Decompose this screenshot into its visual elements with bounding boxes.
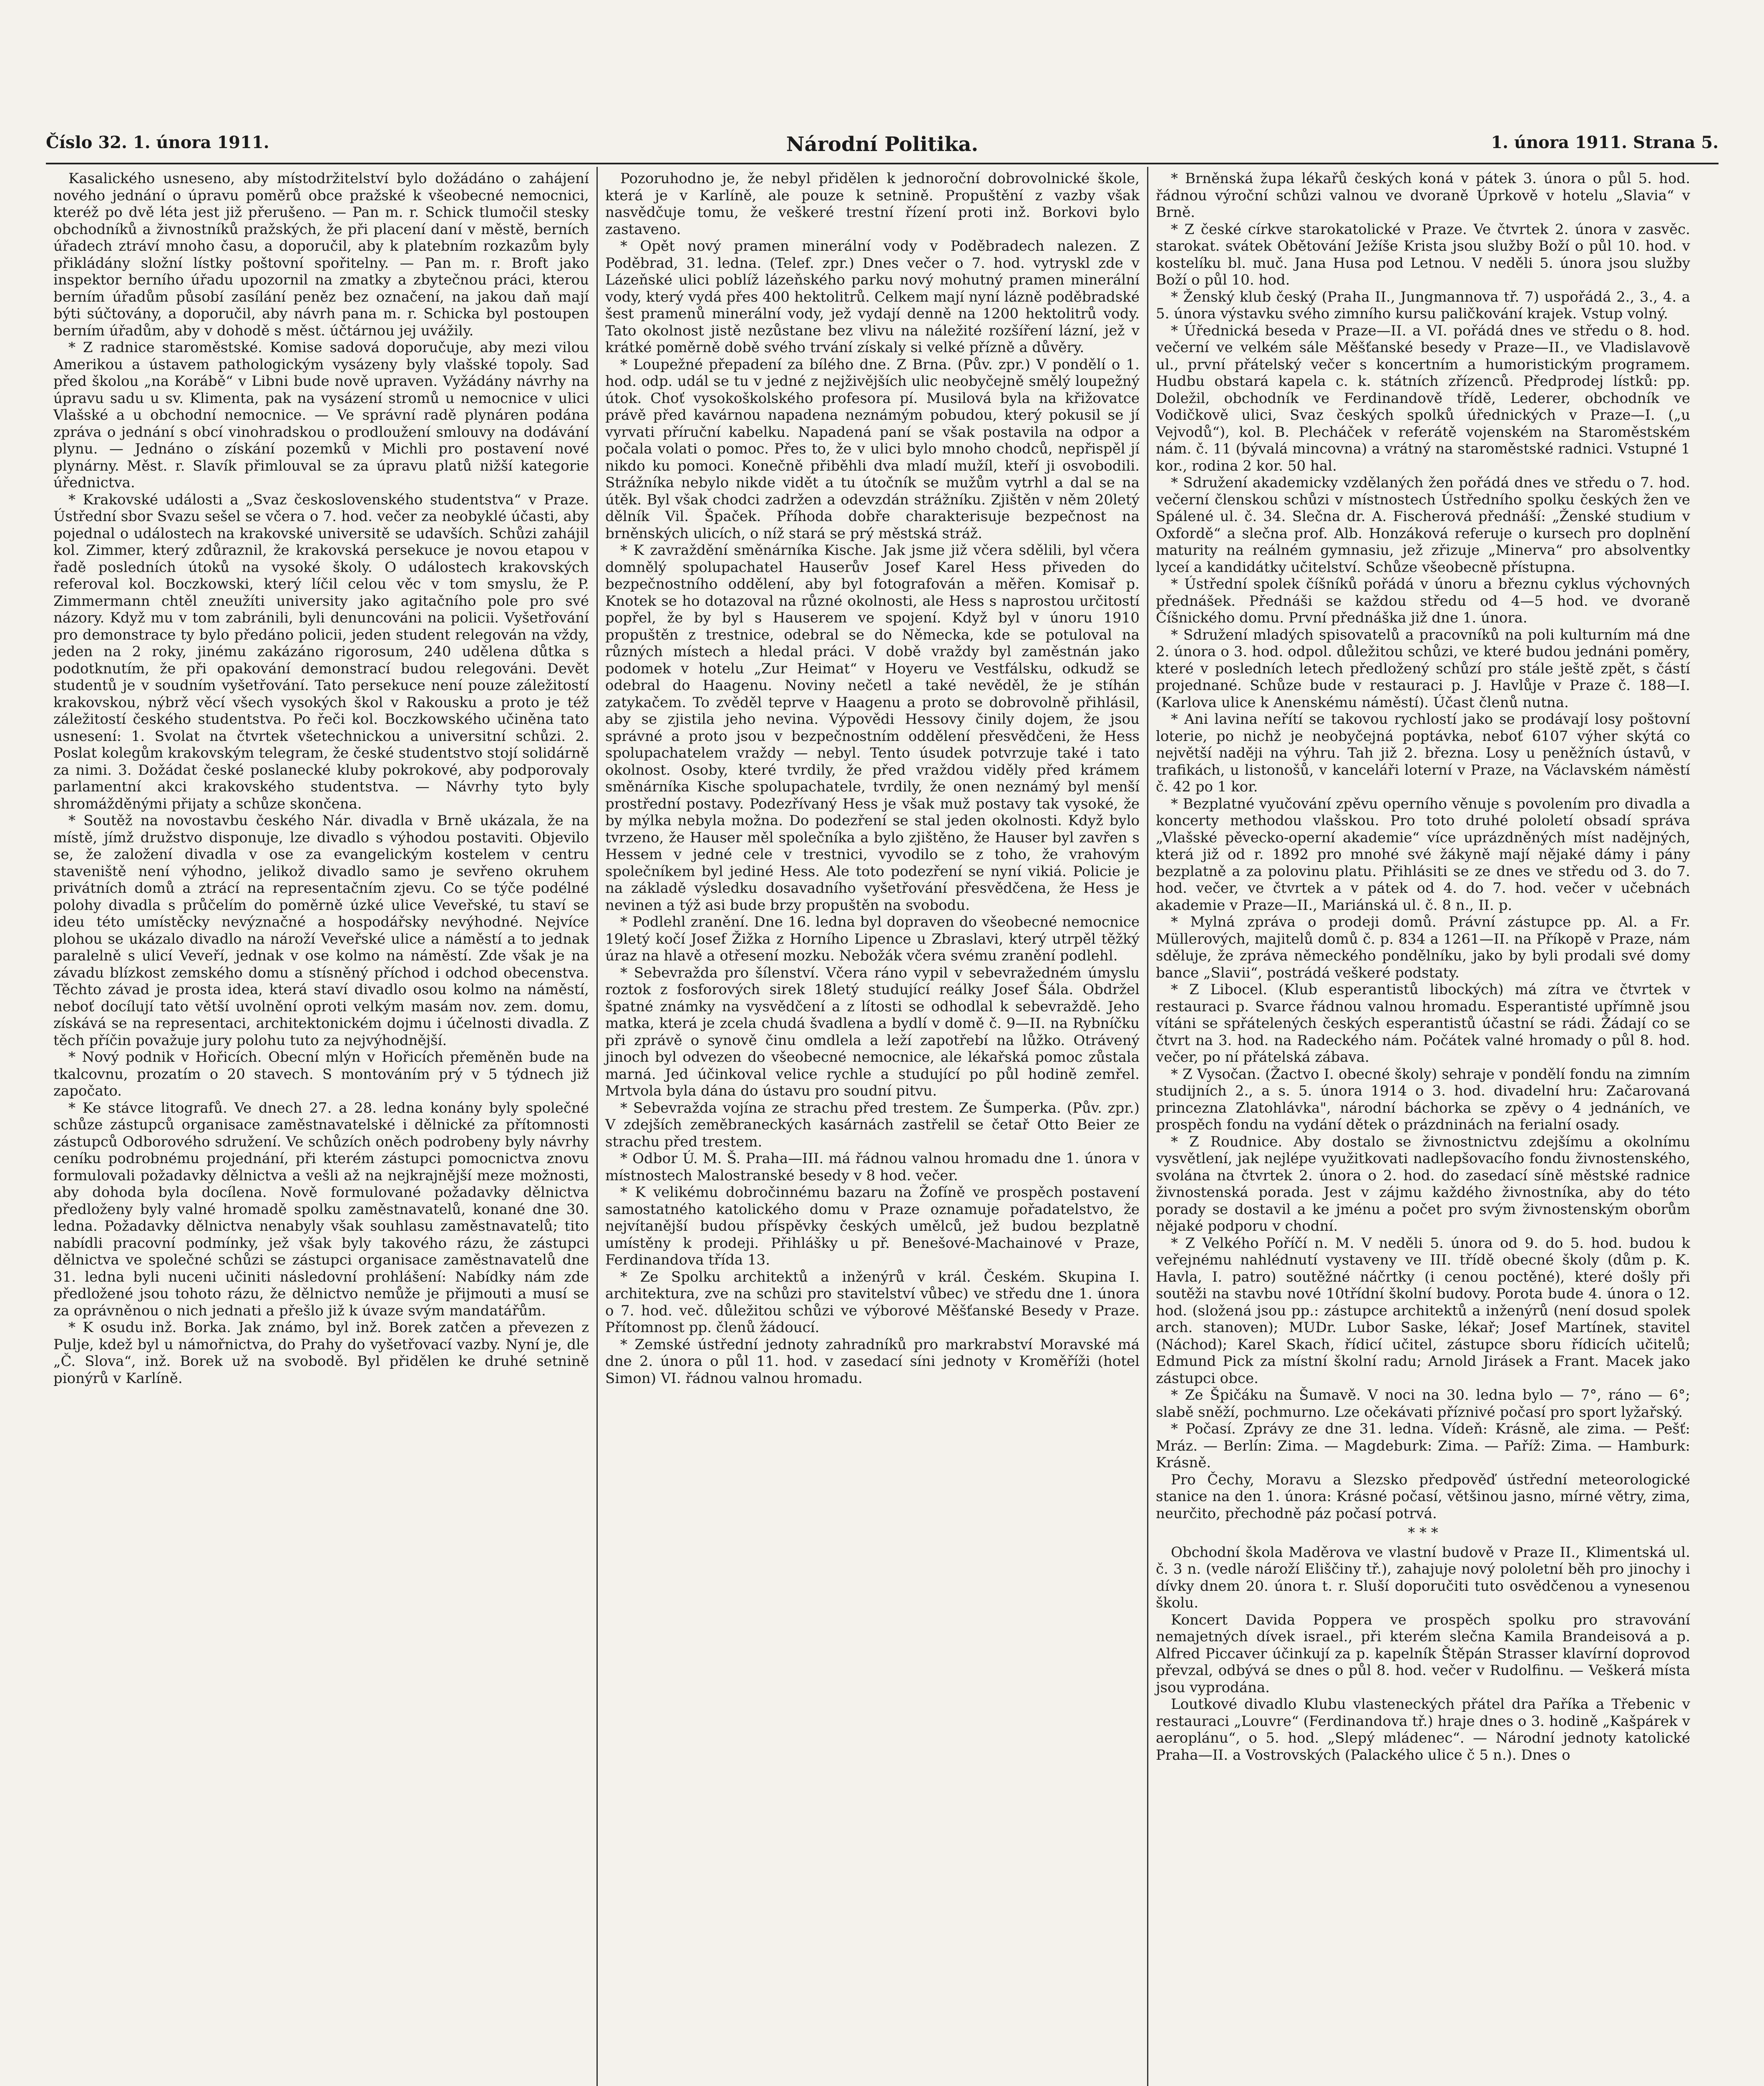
article-paragraph: Pozoruhodno je, že nebyl přidělen k jednoroční dobrovolnické škole, která je v Karlíně, ale pouze k setnině. Propuštění z vazby však nasvědčuje tomu, že veškeré trestní řízení proti inž. Borkovi bylo zastaveno. [605, 170, 1140, 238]
article-paragraph: * Z české církve starokatolické v Praze. Ve čtvrtek 2. února v zasvěc. starokat. svátek Obětování Ježíše Krista jsou služby Boží o půl 10. hod. v kostelíku bl. muč. Jana Husa pod Letnou. V neděli 5. února jsou služby Boží o půl 10. hod. [1156, 221, 1690, 288]
article-paragraph: * Brněnská župa lékařů českých koná v pátek 3. února o půl 5. hod. řádnou výroční schůzi valnou ve dvoraně Úprkově v hotelu „Slavia“ v Brně. [1156, 170, 1690, 221]
page-date-number: 1. února 1911. Strana 5. [1491, 133, 1719, 152]
article-paragraph: * Ze Špičáku na Šumavě. V noci na 30. ledna bylo — 7°, ráno — 6°; slabě sněží, pochmurno. Lze očekávati příznivé počasí pro sport lyžařský. [1156, 1387, 1690, 1421]
article-paragraph: Pro Čechy, Moravu a Slezsko předpověď ústřední meteorologické stanice na den 1. února: Krásné počasí, většinou jasno, mírné větry, zima, neurčito, přechodně páz počasí potrvá. [1156, 1471, 1690, 1522]
article-paragraph: * Sdružení akademicky vzdělaných žen pořádá dnes ve středu o 7. hod. večerní členskou schůzi v místnostech Ústředního spolku českých žen ve Spálené ul. č. 34. Slečna dr. A. Fischerová přednáší: „Ženské studium v Oxfordě“ a slečna prof. Alb. Honzáková referuje o kursech pro doplnění maturity na reálném gymnasiu, jež zřizuje „Minerva“ pro absolventky lyceí a kandidátky učitelství. Schůze všeobecně přístupna. [1156, 474, 1690, 576]
article-paragraph: * Ze Spolku architektů a inženýrů v král. Českém. Skupina I. architektura, zve na schůzi pro stavitelství vůbec) ve středu dne 1. února o 7. hod. več. důležitou schůzi ve výborové Měšťanské Besedy v Praze. Přítomnost pp. členů žádoucí. [605, 1268, 1140, 1336]
article-paragraph: * K velikému dobročinnému bazaru na Žofíně ve prospěch postavení samostatného katolického domu v Praze oznamuje pořadatelstvo, že nejvítanější budou příspěvky českých umělců, jež budou bezplatně umístěny k prodeji. Přihlášky u př. Benešové-Machainové v Praze, Ferdinandova třída 13. [605, 1184, 1140, 1268]
article-paragraph: * Sebevražda pro šílenství. Včera ráno vypil v sebevražedném úmyslu roztok z fosforových sirek 18letý studující reálky Josef Šála. Obdržel špatné známky na vysvědčení a z lítosti se odhodlal k sebevraždě. Jeho matka, která je zcela chudá švadlena a bydlí v domě č. 9—II. na Rybníčku při zprávě o synově činu omdlela a leží zapotřebí na lůžko. Otrávený jinoch byl odvezen do všeobecné nemocnice, ale lékařská pomoc zůstala marná. Jed účinkoval velice rychle a studující po půl hodině zemřel. Mrtvola byla dána do ústavu pro soudní pitvu. [605, 964, 1140, 1099]
article-paragraph: * Z Velkého Poříčí n. M. V neděli 5. února od 9. do 5. hod. budou k veřejnému nahlédnutí vystaveny ve III. třídě obecné školy (dům p. K. Havla, I. patro) soutěžné náčrtky (i cenou poctěné), které došly při soutěži na stavbu nové 10třídní školní budovy. Porota bude 4. února o 12. hod. (složená jsou pp.: zástupce architektů a inženýrů (není dosud spolek arch. stanoven); MUDr. Lubor Saske, lékař; Josef Martínek, stavitel (Náchod); Karel Skach, řídicí učitel, zástupce sboru řídicích učitelů; Edmund Pick za místní školní radu; Arnold Jirásek a Frant. Macek jako zástupci obce. [1156, 1234, 1690, 1387]
article-paragraph: * Zemské ústřední jednoty zahradníků pro markrabství Moravské má dne 2. února o půl 11. hod. v zasedací síni jednoty v Kroměříži (hotel Simon) VI. řádnou valnou hromadu. [605, 1336, 1140, 1387]
article-paragraph: * K osudu inž. Borka. Jak známo, byl inž. Borek zatčen a převezen z Pulje, kdež byl u námořnictva, do Prahy do vyšetřovací vazby. Nyní je, dle „Č. Slova“, inž. Borek už na svobodě. Byl přidělen ke druhé setnině pionýrů v Karlíně. [53, 1319, 589, 1387]
masthead [46, 125, 1719, 164]
issue-number-date: Číslo 32. 1. února 1911. [46, 133, 269, 152]
newspaper-page [46, 125, 1719, 2086]
article-paragraph: * Nový podnik v Hořicích. Obecní mlýn v Hořicích přeměněn bude na tkalcovnu, prozatím o 20 stavech. S montováním prý v 5 týdnech již započato. [53, 1049, 589, 1099]
article-paragraph: * Bezplatné vyučování zpěvu operního věnuje s povolením pro divadla a koncerty methodou vlašskou. Pro toto druhé pololetí obsadí správa „Vlašské pěvecko-operní akademie“ více uprázdněných míst nadějných, která již od r. 1892 pro mnohé své žákyně mají nějaké dámy i pány bezplatně a za polovinu platu. Přihlásiti se ze dnes ve středu od 3. do 7. hod. večer, ve čtvrtek a v pátek od 4. do 7. hod. večer v učebnách akademie v Praze—II., Mariánská ul. č. 8 n., II. p. [1156, 795, 1690, 914]
article-paragraph: Loutkové divadlo Klubu vlasteneckých přátel dra Paříka a Třebenic v restauraci „Louvre“ (Ferdinandova tř.) hraje dnes o 3. hodině „Kašpárek v aeroplánu“, o 5. hod. „Slepý mládenec“. — Národní jednoty katolické Praha—II. a Vostrovských (Palackého ulice č 5 n.). Dnes o [1156, 1696, 1690, 1764]
article-paragraph: * Ke stávce litografů. Ve dnech 27. a 28. ledna konány byly společné schůze zástupců organisace zaměstnavatelské i dělnické za přítomnosti zástupců Odborového sdružení. Ve schůzích oněch podrobeny byly návrhy ceníku podrobnému projednání, při kterém zástupci pomocnictva znovu formulovali požadavky dělnictva a vešli až na nejkrajnější meze možnosti, aby dohoda byla docílena. Nově formulované požadavky dělnictva předloženy byly valné hromadě spolku zaměstnavatelů, konané dne 30. ledna. Požadavky dělnictva nenabyly však souhlasu zaměstnavatelů; tito nabídli pracovní podmínky, jež však byly takového rázu, že zástupci dělnictva ve společné schůzi se zástupci organisace zaměstnavatelů dne 31. ledna byli nuceni učiniti následovní prohlášení: Nabídky nám zde předložené jsou tohoto rázu, že dělnictvo nemůže je přijmouti a musí se za oprávněnou o nich jednati a přešlo již k úvaze svým mandatářům. [53, 1099, 589, 1319]
article-paragraph: * Ani lavina neřítí se takovou rychlostí jako se prodávají losy poštovní loterie, po nichž je neobyčejná poptávka, neboť 6107 výher skýtá co největší naději na výhru. Tah již 2. března. Losy u peněžních ústavů, v trafikách, u listonošů, v kanceláři loterní v Praze, na Václavském náměstí č. 42 po 1 kor. [1156, 711, 1690, 795]
article-paragraph: * Sebevražda vojína ze strachu před trestem. Ze Šumperka. (Pův. zpr.) V zdejších zeměbraneckých kasárnách zastřelil se četař Otto Beier ze strachu před trestem. [605, 1099, 1140, 1150]
article-paragraph: * Odbor Ú. M. Š. Praha—III. má řádnou valnou hromadu dne 1. února v místnostech Malostranské besedy v 8 hod. večer. [605, 1150, 1140, 1184]
article-paragraph: * Podlehl zranění. Dne 16. ledna byl dopraven do všeobecné nemocnice 19letý kočí Josef Žižka z Horního Lipence u Zbraslavi, který utrpěl těžký úraz na hlavě a otřesení mozku. Nebožák včera svému zranění podlehl. [605, 914, 1140, 964]
article-paragraph: * Z Roudnice. Aby dostalo se živnostnictvu zdejšímu a okolnímu vysvětlení, jak nejlépe využitkovati nadlepšovacího fondu živnostenského, svolána na čtvrtek 2. února o 2. hod. do zasedací síně městské radnice živnostenská porada. Jest v zájmu každého živnostníka, aby do této porady se dostavil a ke jménu a počet pro svým živnostenským oborům nějaké podporu v chodní. [1156, 1133, 1690, 1234]
article-paragraph: * Loupežné přepadení za bílého dne. Z Brna. (Pův. zpr.) V pondělí o 1. hod. odp. udál se tu v jedné z nejživějších ulic neobyčejně smělý loupežný útok. Choť vysokoškolského profesora pí. Musilová byla na křižovatce právě před kavárnou napadena neznámým pobudou, který pokusil se jí vyrvati příruční kabelku. Napadená paní se však postavila na odpor a počala volati o pomoc. Přes to, že v ulici bylo mnoho chodců, nepřispěl jí nikdo ku pomoci. Konečně přiběhli dva mladí mužíl, kteří ji osvobodili. Strážníka nebylo nikde vidět a tu útočník se mužům vytrhl a dal se na útěk. Byl však chodci zadržen a odevzdán strážníku. Zjištěn v něm 20letý dělník Vil. Špaček. Příhoda dobře charakterisuje bezpečnost na brněnských ulicích, o níž stará se prý městská stráž. [605, 356, 1140, 542]
article-paragraph: * Krakovské události a „Svaz československého studentstva“ v Praze. Ústřední sbor Svazu sešel se včera o 7. hod. večer za neobyklé účasti, aby pojednal o událostech na krakovské universitě se udavších. Schůzi zahájil kol. Zimmer, který zdůraznil, že krakovská persekuce je novou etapou v řadě posledních útoků na vysoké školy. O událostech krakovských referoval kol. Boczkowski, který líčil celou věc v tom smyslu, že P. Zimmermann chtěl zneužíti university jako agitačního pole pro své názory. Když mu v tom zabránili, byli denuncováni na policii. Vyšetřování pro demonstrace ty bylo předáno policii, jeden student relegován na vždy, jeden na 2 roky, jinému zakázáno rigorosum, 240 udělena důtka s podotknutím, že při opakování demonstrací budou relegováni. Devět studentů je v soudním vyšetřování. Tato persekuce není pouze záležitostí krakovskou, nýbrž věcí všech vysokých škol v Rakousku a proto je též záležitostí českého studentstva. Po řeči kol. Boczkowského učiněna tato usnesení: 1. Svolat na čtvrtek všetechnickou a universitní schůzi. 2. Poslat kolegům krakovským telegram, že české studentstvo stojí solidárně za nimi. 3. Dožádat české poslanecké kluby pokrokové, aby podporovaly parlamentní akci krakovského studentstva. — Návrhy tyto byly shromážděnými přijaty a schůze skončena. [53, 491, 589, 812]
article-paragraph: * Počasí. Zprávy ze dne 31. ledna. Vídeň: Krásně, ale zima. — Pešť: Mráz. — Berlín: Zima. — Magdeburk: Zima. — Paříž: Zima. — Hamburk: Krásně. [1156, 1421, 1690, 1471]
article-paragraph: Koncert Davida Poppera ve prospěch spolku pro stravování nemajetných dívek israel., při kterém slečna Kamila Brandeisová a p. Alfred Piccaver účinkují za p. kapelník Štěpán Strasser klavírní doprovod převzal, odbývá se dnes o půl 8. hod. večer v Rudolfinu. — Veškerá místa jsou vyprodána. [1156, 1611, 1690, 1696]
article-paragraph: * Ústřední spolek číšníků pořádá v únoru a březnu cyklus výchovných přednášek. Přednáši se každou středu od 4—5 hod. ve dvoraně Číšnického domu. První přednáška již dne 1. února. [1156, 576, 1690, 626]
article-columns [46, 167, 1719, 2086]
newspaper-title: Národní Politika. [786, 133, 979, 156]
article-paragraph: * Sdružení mladých spisovatelů a pracovníků na poli kulturním má dne 2. února o 3. hod. odpol. důležitou schůzi, ve které budou jednáni poměry, které v posledních letech předložený schůzí pro stále ještě zpět, s částí projednané. Schůze bude v restauraci p. J. Havlůje v Praze č. 188—I. (Karlova ulice k Anenskému náměstí). Účast členů nutna. [1156, 626, 1690, 711]
column-1 [46, 167, 596, 2086]
article-paragraph: * Opět nový pramen minerální vody v Poděbradech nalezen. Z Poděbrad, 31. ledna. (Telef. zpr.) Dnes večer o 7. hod. vytryskl zde v Lázeňské ulici poblíž lázeňského parku nový mohutný pramen minerální vody, který vydá přes 400 hektolitrů. Celkem mají nyní lázně poděbradské šest pramenů minerální vody, jež vydají denně na 1200 hektolitrů vody. Tato okolnost jistě nezůstane bez vlivu na náležité rozšíření lázní, jež v krátké poměrně době svého trvání získaly si velké přízně a důvěry. [605, 238, 1140, 356]
article-paragraph: * Ženský klub český (Praha II., Jungmannova tř. 7) uspořádá 2., 3., 4. a 5. února výstavku svého zimního kursu paličkování krajek. Vstup volný. [1156, 288, 1690, 322]
column-3 [1147, 167, 1698, 2086]
article-paragraph: Kasalického usneseno, aby místodržitelství bylo dožádáno o zahájení nového jednání o úpravu poměrů obce pražské k všeobecné nemocnici, kteréž po dvě léta jest již přerušeno. — Pan m. r. Schick tlumočil stesky obchodníků a živnostníků pražských, že při placení daní v městě, berních úřadech ztráví mnoho času, a doporučil, aby k platebním rozkazům byly přikládány složní lístky poštovní spořitelny. — Pan m. r. Broft jako inspektor berního úřadu upozornil na zmatky a zbytečnou práci, kterou berním úřadům působí zasílání peněz bez označení, na jakou daň mají býti súčtovány, a doporučil, aby návrh pana m. r. Schicka byl postoupen berním úřadům, aby v dohodě s měst. účtárnou jej uvážily. [53, 170, 589, 339]
article-paragraph: * Z radnice staroměstské. Komise sadová doporučuje, aby mezi vilou Amerikou a ústavem pathologickým vysázeny byly vlašské topoly. Sad před školou „na Korábě“ v Libni bude nově upraven. Vyžádány návrhy na úpravu sadu u sv. Klimenta, pak na vysázení stromů u nemocnice v ulici Vlašské a u obchodní nemocnice. — Ve správní radě plynáren podána zpráva o jednání s obcí vinohradskou o prodloužení smlouvy na dodávání plynu. — Jednáno o získání pozemků v Michli pro postavení nové plynárny. Měst. r. Slavík přimlouval se za úpravu platů nižší kategorie úřednictva. [53, 339, 589, 491]
column-2 [596, 167, 1147, 2086]
article-paragraph: * K zavraždění směnárníka Kische. Jak jsme již včera sdělili, byl včera domnělý spolupachatel Hauserův Josef Karel Hess přiveden do bezpečnostního oddělení, aby byl fotografován a měřen. Komisař p. Knotek se ho dotazoval na různé okolnosti, ale Hess s naprostou určitostí popřel, že by byl s Hauserem ve spojení. Když byl v únoru 1910 propuštěn z trestnice, odebral se do Německa, kde se potuloval na různých místech a hledal práci. V době vraždy byl zaměstnán jako podomek v hotelu „Zur Heimat“ v Hoyeru ve Vestfálsku, odkudž se odebral do Haagenu. Noviny nečetl a také nevěděl, že je stíhán zatykačem. To zvěděl teprve v Haagenu a proto se dobrovolně přihlásil, aby se zjistila jeho nevina. Výpovědi Hessovy činily dojem, že jsou správné a proto jsou v bezpečnostním oddělení přesvědčeni, že Hess spolupachatelem vraždy — nebyl. Tento úsudek potvrzuje také i tato okolnost. Osoby, které tvrdily, že před vraždou viděly před krámem směnárníka Kische spolupachatele, tvrdily, že onen neznámý byl menší prostřední postavy. Podezřívaný Hess je však muž postavy tak vysoké, že by mýlka nebyla možna. Do podezření se stal jeden okolnosti. Když bylo tvrzeno, že Hauser měl společníka a bylo zjištěno, že Hauser byl zavřen s Hessem v jedné cele v trestnici, vyvodilo se z toho, že vrahovým společníkem byl jediné Hess. Ale toto podezření se nyní vikiá. Policie je na základě výsledku dosavadního vyšetřování přesvědčena, že Hess je nevinen a týž asi bude brzy propuštěn na svobodu. [605, 542, 1140, 914]
article-paragraph: * Úřednická beseda v Praze—II. a VI. pořádá dnes ve středu o 8. hod. večerní ve velkém sále Měšťanské besedy v Praze—II., ve Vladislavově ul., první přátelský večer s koncertním a humoristickým programem. Hudbu obstará kapela c. k. státních zřízenců. Předprodej lístků: pp. Doležil, obchodník ve Ferdinandově třídě, Lederer, obchodník ve Vodičkově ulici, Svaz českých spolků úřednických v Praze—I. („u Vejvodů“), kol. B. Plecháček v referátě vojenském na Staroměstském nám. č. 11 (bývalá mincovna) a vrátný na staroměstské radnici. Vstupné 1 kor., rodina 2 kor. 50 hal. [1156, 322, 1690, 474]
article-paragraph: * Z Vysočan. (Žactvo I. obecné školy) sehraje v pondělí fondu na zimním studijních 2., a s. 5. února 1914 o 3. hod. divadelní hru: Začarovaná princezna Zlatohlávka", národní báchorka se zpěvy o 4 jednáních, ve prospěch fondu na vydání dětek o prázdninách na ferialní osady. [1156, 1066, 1690, 1133]
article-paragraph: * Mylná zpráva o prodeji domů. Právní zástupce pp. Al. a Fr. Müllerových, majitelů domů č. p. 834 a 1261—II. na Příkopě v Praze, nám sděluje, že zpráva německého pondělníku, jako by byli prodali své domy bance „Slavii“, postrádá veškeré podstaty. [1156, 914, 1690, 981]
article-paragraph: Obchodní škola Maděrova ve vlastní budově v Praze II., Klimentská ul. č. 3 n. (vedle nároží Eliščiny tř.), zahajuje nový pololetní běh pro jinochy i dívky dnem 20. února t. r. Sluší doporučiti tuto osvědčenou a vynesenou školu. [1156, 1544, 1690, 1611]
article-paragraph: * * * [1408, 1524, 1438, 1541]
article-paragraph: * Z Libocel. (Klub esperantistů libockých) má zítra ve čtvrtek v restauraci p. Svarce řádnou valnou hromadu. Esperantisté upřímně jsou vítáni se spřátelených českých esperantistů účastní se rádi. Žádají co se čtvrt na 3. hod. na Radeckého nám. Počátek valné hromady o půl 8. hod. večer, po ní přátelská zábava. [1156, 981, 1690, 1066]
article-paragraph: * Soutěž na novostavbu českého Nár. divadla v Brně ukázala, že na místě, jímž družstvo disponuje, lze divadlo s výhodou postaviti. Objevilo se, že založení divadla v ose za evangelickým kostelem v centru staveniště není výhodno, jelikož divadlo samo je sevřeno okruhem privátních domů a ztrácí na representačním zjevu. Co se týče podélné polohy divadla s průčelím do poměrně úzké ulice Veveřské, tu staví se ideu této umístěcky nevýznačné a hospodářsky nevýhodné. Nejvíce plohou se ukázalo divadlo na nároží Veveřské ulice a náměstí a to jednak paralelně s ulicí Veveří, jednak v ose kolmo na náměstí. Zde však je na závadu blízkost zemského domu a stísněný příchod i odchod obecenstva. Těchto závad je prosta idea, která staví divadlo osou kolmo na náměstí, neboť docílují tato větší uvolnění oproti velkým masám nov. zem. domu, získává se na representaci, architektonickém dojmu i účelnosti divadla. Z těch příčin považuje jury polohu tuto za nejvýhodnější. [53, 812, 589, 1049]
